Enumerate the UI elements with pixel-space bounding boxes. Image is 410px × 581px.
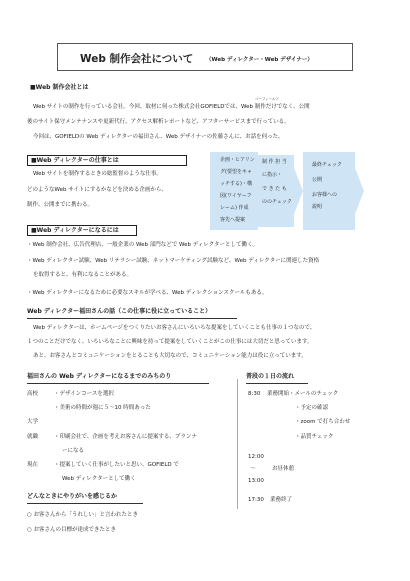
become-bullet: ・Web ディレクター試験、Web リテラシー試験、ネットマーケティング試験など、Web ディレクターに関連した資格 [27, 258, 320, 264]
become-label: ■Web ディレクターになるには [27, 225, 137, 236]
company-text-line2: 後のサイト保守メンテナンスや更新代行、アクセス解析レポートなど、アフターサービスまで行っている。 [27, 119, 290, 125]
path-key: 現在 [27, 462, 39, 468]
path-text: ・デザインコースを選択 [54, 391, 114, 397]
director-job-line2: どのようなWeb サイトにするかなどを決める企画から、 [27, 187, 167, 193]
company-heading: ■Web 制作会社とは [30, 84, 89, 91]
flow-box1-line: ッチする)・構 [220, 181, 252, 187]
flow-box3-line: 公開 [312, 177, 323, 183]
day-time: 17:30 [248, 497, 264, 503]
path-text: ・提案していく仕事がしたいと思い、GOFIELD で [54, 462, 179, 468]
become-bullet: ・Web ディレクターになるために必要なスキルが学べる、Web ディレクションスクールもある。 [27, 290, 268, 296]
flow-box3-line: 最終チェック [312, 162, 342, 168]
day-time: 12:00 [248, 454, 264, 460]
page-title: Web 制作会社について [80, 53, 194, 65]
company-text-line3: 今回は、GOFIELDの Web ディレクターの福田さん、Web デザイナーの佐藤さんに、お話を伺った。 [33, 134, 284, 140]
reward-heading: どんなときにやりがいを感じるか [27, 493, 118, 500]
path-heading: 福田さんの Web ディレクターになるまでのみちのり [27, 373, 172, 380]
become-bullet: を取得すると、有利になることがある。 [33, 272, 133, 278]
director-job-line3: 制作、公開までに携わる。 [27, 202, 94, 208]
day-time: 8:30 [248, 391, 261, 397]
story-line2: １つのことだけでなく、いろいろなことに興味を持って提案をしていくことがこの仕事には大切だと思っています。 [27, 339, 313, 345]
path-underline [27, 383, 209, 384]
flow-box1-line: 客先へ提案 [220, 217, 246, 223]
story-underline [27, 318, 237, 319]
day-time: ～ [250, 466, 256, 472]
day-text: 業務開始・メールのチェック [267, 391, 339, 397]
column-divider [237, 379, 238, 509]
day-text: ・zoom で打ち合わせ [295, 419, 351, 425]
company-text-line1: Web サイトの制作を行っている会社。今回、取材に伺った株式会社GOFIELDでは、Web 制作だけでなく、公開 [33, 104, 310, 110]
company-ruby: ゴーフィールド [255, 97, 279, 101]
flow-arrow-3 [355, 168, 364, 214]
flow-box3-line: お客様への [312, 192, 338, 198]
reward-item: ○ お客さんから「うれしい」と言われたとき [27, 512, 139, 518]
story-line3: あと、お客さんとコミュニケーションをとることも大切なので、コミュニケーション能力は役に立っています。 [33, 353, 307, 359]
path-key: 就職 [27, 434, 39, 440]
path-text: Web ディレクターとして働く [62, 476, 136, 482]
flow-box2-line: で き た も [262, 186, 287, 192]
flow-box1-line: 企画・ヒアリン [220, 157, 255, 163]
director-job-label: ■Web ディレクターの仕事とは [27, 155, 187, 166]
path-text: ーになる [62, 448, 85, 454]
flow-box1-line: レーム) 作成 [220, 205, 249, 211]
day-underline [246, 383, 308, 384]
become-bullet: ・Web 制作会社、広告代理店、一般企業の Web 部門などで Web ディレクターとして働く。 [27, 242, 258, 248]
flow-box2-line: に指示・ [262, 172, 283, 178]
day-text: お昼休憩 [272, 466, 295, 472]
story-heading: Web ディレクター福田さんの話（この仕事に役に立っていること） [27, 308, 212, 315]
flow-box1-line: 図(ワイヤーフ [220, 193, 252, 199]
director-job-line1: Web サイトを制作するときの総監督のような仕事。 [33, 171, 162, 177]
path-text: ・美術の時間が週に５～10 時間あった [54, 405, 151, 411]
reward-underline [27, 503, 143, 504]
page-subtitle: （Web ディレクター・Web デザイナー） [206, 57, 313, 63]
day-text: ・品質チェック [295, 434, 334, 440]
flow-box2-line: 制 作 担 当 [262, 159, 287, 165]
day-heading: 普段の１日の流れ [246, 373, 295, 380]
path-text: ・印刷会社で、企画を考えお客さんに提案する、プランナ [54, 434, 197, 440]
flow-box1-line: グ(要望をキャ [220, 169, 252, 175]
day-text: ・予定の確認 [295, 405, 329, 411]
flow-box3-line: 説明 [312, 204, 323, 210]
path-key: 大学 [27, 419, 39, 425]
day-text: 業務終了 [270, 497, 293, 503]
path-key: 高校 [27, 391, 39, 397]
day-time: 13:00 [248, 478, 264, 484]
reward-item: ○ お客さんの目標が達成できたとき [27, 527, 117, 533]
flow-box2-line: ののチェック [262, 199, 292, 205]
story-line1: Web ディレクターは、ホームページをつくりたいお客さんにいろいろな提案をしていくことも仕事の１つなので、 [33, 325, 316, 331]
flow-arrow-2 [294, 168, 303, 214]
